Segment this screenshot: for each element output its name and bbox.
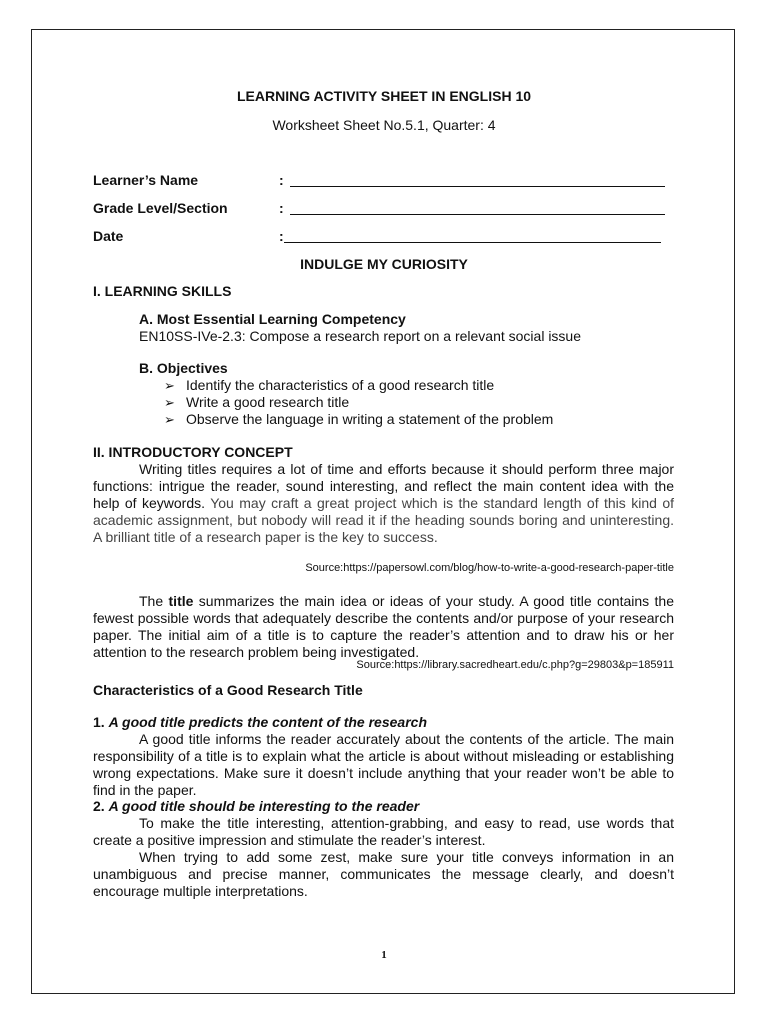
characteristic-2-title: 2. A good title should be interesting to the reader xyxy=(93,798,420,814)
intro-text-main: Writing titles requires a lot of time and efforts because it should perform three major functions: intrigue the reader, sound interesting, and reflect the main content idea with the help of keywords. xyxy=(93,461,674,511)
page-number: 1 xyxy=(381,949,387,961)
competency-text: EN10SS-IVe-2.3: Compose a research report on a relevant social issue xyxy=(139,328,582,344)
arrow-bullet-icon: ➢ xyxy=(164,378,175,393)
objectives-heading: B. Objectives xyxy=(139,360,228,376)
title-term: title xyxy=(168,593,194,609)
date-label: Date xyxy=(93,228,124,244)
competency-heading: A. Most Essential Learning Competency xyxy=(139,311,406,327)
objective-item: ➢ Write a good research title xyxy=(164,394,350,410)
activity-title: INDULGE MY CURIOSITY xyxy=(300,256,468,272)
date-colon: : xyxy=(279,228,284,244)
grade-section-label: Grade Level/Section xyxy=(93,200,228,216)
grade-section-field[interactable] xyxy=(290,214,665,215)
objective-item: ➢ Identify the characteristics of a good research title xyxy=(164,377,495,393)
intro-text-quote: You may craft a great project which is the standard length of this kind of academic assignment, but nobody will read it if the heading sounds boring and uninteresting. A brilliant title of a research paper is the key to success. xyxy=(93,495,675,545)
worksheet-subtitle: Worksheet Sheet No.5.1, Quarter: 4 xyxy=(272,117,496,133)
objective-item: ➢ Observe the language in writing a statement of the problem xyxy=(164,411,554,427)
characteristics-heading: Characteristics of a Good Research Title xyxy=(93,682,363,698)
arrow-bullet-icon: ➢ xyxy=(164,412,175,427)
worksheet-title: LEARNING ACTIVITY SHEET IN ENGLISH 10 xyxy=(236,88,532,104)
characteristic-2-text-2: When trying to add some zest, make sure your title conveys information in an unambiguous and precise manner, communicates the message clearly, and doesn’t encourage multiple interpretations. xyxy=(93,849,674,899)
learning-skills-heading: I. LEARNING SKILLS xyxy=(93,283,232,299)
learner-name-field[interactable] xyxy=(290,186,665,187)
intro-paragraph-2: The title summarizes the main idea or ideas of your study. A good title contains the fewest possible words that adequately describe the contents and/or purpose of your research paper. The initial aim of a title is to capture the reader’s attention and to draw his or her attention to the research problem being investigated. xyxy=(93,593,675,660)
objectives-list xyxy=(164,377,553,428)
learner-name-colon: : xyxy=(279,172,284,188)
characteristic-1-title: 1. A good title predicts the content of the research xyxy=(93,714,427,730)
source-citation-1: Source:https://papersowl.com/blog/how-to-write-a-good-research-paper-title xyxy=(305,562,674,574)
arrow-bullet-icon: ➢ xyxy=(164,395,175,410)
characteristic-2-text-1: To make the title interesting, attention-grabbing, and easy to read, use words that create a positive impression and stimulate the reader’s interest. xyxy=(93,815,674,848)
source-citation-2: Source:https://library.sacredheart.edu/c.php?g=29803&p=185911 xyxy=(356,659,674,671)
date-field[interactable] xyxy=(284,242,661,243)
grade-section-colon: : xyxy=(279,200,284,216)
learner-name-label: Learner’s Name xyxy=(93,172,199,188)
characteristic-1-text: A good title informs the reader accurately about the contents of the article. The main responsibility of a title is to explain what the article is about without misleading or establishing wrong expectations. Make sure it doesn’t include anything that your reader won’t be able to find in the paper. xyxy=(93,731,674,798)
intro-paragraph-1 xyxy=(93,461,674,546)
introductory-concept-heading: II. INTRODUCTORY CONCEPT xyxy=(93,444,293,460)
